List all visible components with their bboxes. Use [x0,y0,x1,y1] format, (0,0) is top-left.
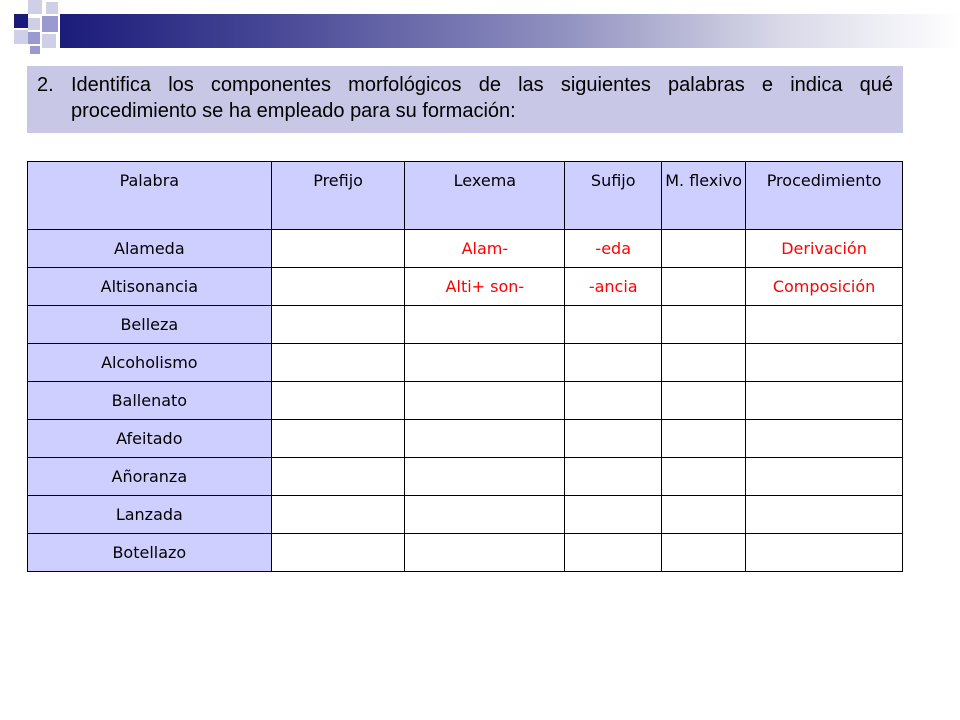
cell-palabra: Botellazo [28,534,272,572]
cell-sufijo[interactable] [565,420,662,458]
question-text: Identifica los componentes morfológicos de las siguientes palabras e indica qué procedimiento se ha empleado para su formación: [71,74,893,122]
title-gradient-bar [60,14,960,48]
cell-prefijo[interactable] [271,496,405,534]
cell-palabra: Afeitado [28,420,272,458]
cell-prefijo[interactable] [271,268,405,306]
corner-square-navy [14,14,28,28]
cell-lexema[interactable] [405,458,565,496]
cell-lexema[interactable] [405,534,565,572]
cell-prefijo[interactable] [271,458,405,496]
corner-square-light [46,2,58,14]
corner-square-light [28,0,42,14]
cell-procedimiento[interactable] [746,458,903,496]
cell-procedimiento[interactable] [746,306,903,344]
header-prefijo: Prefijo [271,162,405,230]
cell-lexema[interactable]: Alti+ son- [405,268,565,306]
question-box [27,66,903,133]
table-header-row [28,162,903,230]
cell-sufijo[interactable] [565,382,662,420]
cell-flexivo[interactable] [662,382,746,420]
cell-prefijo[interactable] [271,420,405,458]
question-number: 2. [37,74,54,96]
table-row [28,382,903,420]
cell-procedimiento[interactable] [746,344,903,382]
cell-procedimiento[interactable] [746,534,903,572]
cell-procedimiento[interactable] [746,382,903,420]
table-row [28,534,903,572]
table-row [28,496,903,534]
cell-procedimiento[interactable] [746,420,903,458]
cell-sufijo[interactable] [565,306,662,344]
morphology-table [27,161,903,572]
cell-flexivo[interactable] [662,534,746,572]
cell-sufijo[interactable] [565,534,662,572]
cell-prefijo[interactable] [271,306,405,344]
header-sufijo: Sufijo [565,162,662,230]
cell-lexema[interactable] [405,382,565,420]
cell-lexema[interactable] [405,344,565,382]
cell-lexema[interactable] [405,496,565,534]
cell-flexivo[interactable] [662,230,746,268]
table-row [28,458,903,496]
cell-flexivo[interactable] [662,458,746,496]
cell-flexivo[interactable] [662,420,746,458]
table-row [28,306,903,344]
cell-lexema[interactable] [405,306,565,344]
cell-sufijo[interactable] [565,496,662,534]
table-row [28,230,903,268]
table-row [28,268,903,306]
cell-flexivo[interactable] [662,306,746,344]
cell-palabra: Alcoholismo [28,344,272,382]
cell-flexivo[interactable] [662,344,746,382]
cell-prefijo[interactable] [271,382,405,420]
cell-sufijo[interactable] [565,458,662,496]
corner-square-light [14,30,28,44]
table-row [28,344,903,382]
cell-procedimiento[interactable]: Derivación [746,230,903,268]
header-m-flexivo: M. flexivo [662,162,746,230]
cell-flexivo[interactable] [662,496,746,534]
corner-square-light [42,34,56,48]
cell-sufijo[interactable]: -eda [565,230,662,268]
corner-square-mid [28,32,40,44]
cell-prefijo[interactable] [271,344,405,382]
corner-square-mid [30,46,40,54]
header-lexema: Lexema [405,162,565,230]
cell-sufijo[interactable]: -ancia [565,268,662,306]
cell-procedimiento[interactable] [746,496,903,534]
cell-palabra: Belleza [28,306,272,344]
header-procedimiento: Procedimiento [746,162,903,230]
corner-square-mid [42,16,58,32]
cell-prefijo[interactable] [271,230,405,268]
cell-palabra: Altisonancia [28,268,272,306]
cell-lexema[interactable] [405,420,565,458]
cell-palabra: Lanzada [28,496,272,534]
table-row [28,420,903,458]
cell-lexema[interactable]: Alam- [405,230,565,268]
corner-square-light [28,18,40,30]
cell-palabra: Ballenato [28,382,272,420]
cell-prefijo[interactable] [271,534,405,572]
header-palabra: Palabra [28,162,272,230]
cell-flexivo[interactable] [662,268,746,306]
cell-procedimiento[interactable]: Composición [746,268,903,306]
cell-palabra: Alameda [28,230,272,268]
cell-palabra: Añoranza [28,458,272,496]
cell-sufijo[interactable] [565,344,662,382]
